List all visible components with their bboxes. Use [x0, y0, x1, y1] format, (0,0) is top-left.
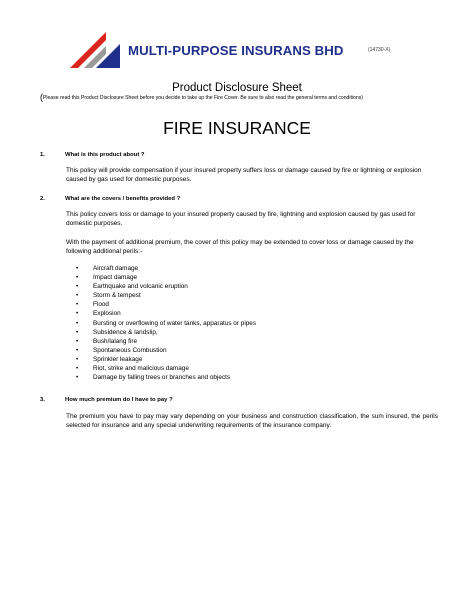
bullet-icon: •: [76, 337, 79, 345]
company-logo: [66, 28, 122, 72]
section-3-heading: [40, 397, 173, 403]
peril-label: Flood: [93, 301, 109, 309]
list-item: [66, 309, 256, 318]
list-item: [66, 328, 256, 337]
bullet-icon: •: [76, 365, 79, 373]
peril-label: Bush/lalang fire: [93, 337, 138, 345]
section-number: 2.: [40, 196, 45, 202]
bullet-icon: •: [76, 265, 79, 272]
section-question: What are the covers / benefits provided ?: [65, 196, 181, 202]
peril-label: Subsidence & landslip,: [93, 328, 158, 336]
list-item: [66, 273, 256, 282]
page-title: FIRE INSURANCE: [163, 118, 311, 138]
intro-note-text: Please read this Product Disclosure Sheet before you decide to take up the Fire Cover. Be sure to also read the general terms and conditions): [43, 95, 363, 101]
bullet-icon: •: [76, 274, 79, 282]
document-subtitle: Product Disclosure Sheet: [172, 82, 302, 94]
peril-label: Damage by falling trees or branches and objects: [93, 374, 231, 382]
peril-label: Riot, strike and malicious damage: [93, 365, 189, 373]
bullet-icon: •: [76, 319, 79, 327]
list-item: [66, 319, 256, 328]
peril-label: Impact damage: [93, 274, 138, 282]
peril-label: Aircraft damage: [93, 265, 139, 272]
peril-label: Storm & tempest: [93, 292, 141, 300]
section-1-heading: [40, 152, 145, 158]
section-2-paragraph-2: With the payment of additional premium, the cover of this policy may be extended to cover loss or damage caused by the following additional perils:-: [66, 239, 414, 255]
intro-note: [40, 94, 440, 102]
list-item: [66, 355, 256, 364]
list-item: [66, 300, 256, 309]
section-question: What is this product about ?: [65, 152, 145, 158]
list-item: [66, 346, 256, 355]
bullet-icon: •: [76, 374, 79, 382]
section-number: 1.: [40, 152, 45, 158]
peril-label: Explosion: [93, 310, 121, 318]
peril-label: Earthquake and volcanic eruption: [93, 283, 188, 291]
logo-red-stripe: [70, 32, 106, 68]
peril-label: Bursting or overflowing of water tanks, apparatus or pipes: [93, 319, 257, 327]
company-name: MULTI-PURPOSE INSURANS BHD: [128, 43, 344, 58]
section-question: How much premium do I have to pay ?: [65, 397, 173, 403]
bullet-icon: •: [76, 283, 79, 291]
list-item: [66, 337, 256, 346]
list-item: [66, 291, 256, 300]
bullet-icon: •: [76, 355, 79, 363]
section-number: 3.: [40, 397, 45, 403]
list-item: [66, 264, 256, 273]
bullet-icon: •: [76, 301, 79, 309]
company-registration-number: (14730-X): [368, 47, 391, 53]
peril-label: Spontaneous Combustion: [93, 346, 167, 354]
bullet-icon: •: [76, 292, 79, 300]
bullet-icon: •: [76, 310, 79, 318]
bullet-icon: •: [76, 346, 79, 354]
list-item: [66, 364, 256, 373]
section-1-paragraph: This policy will provide compensation if your insured property suffers loss or damage caused by fire or lightning or explosion caused by gas used for domestic purposes.: [66, 167, 422, 183]
list-item: [66, 373, 256, 382]
list-item: [66, 282, 256, 291]
section-2-paragraph-1: This policy covers loss or damage to your insured property caused by fire, lightning and explosion caused by gas used for domestic purposes.: [66, 211, 416, 227]
peril-label: Sprinkler leakage: [93, 355, 143, 363]
section-3-paragraph: The premium you have to pay may vary depending on your business and construction classification, the sum insured, the perils selected for insurance and any special underwriting requirements of the insurance company.: [66, 413, 438, 429]
bullet-icon: •: [76, 328, 79, 336]
section-2-heading: [40, 196, 180, 202]
additional-perils-list: [66, 264, 256, 382]
intro-open-paren: (: [40, 92, 43, 102]
